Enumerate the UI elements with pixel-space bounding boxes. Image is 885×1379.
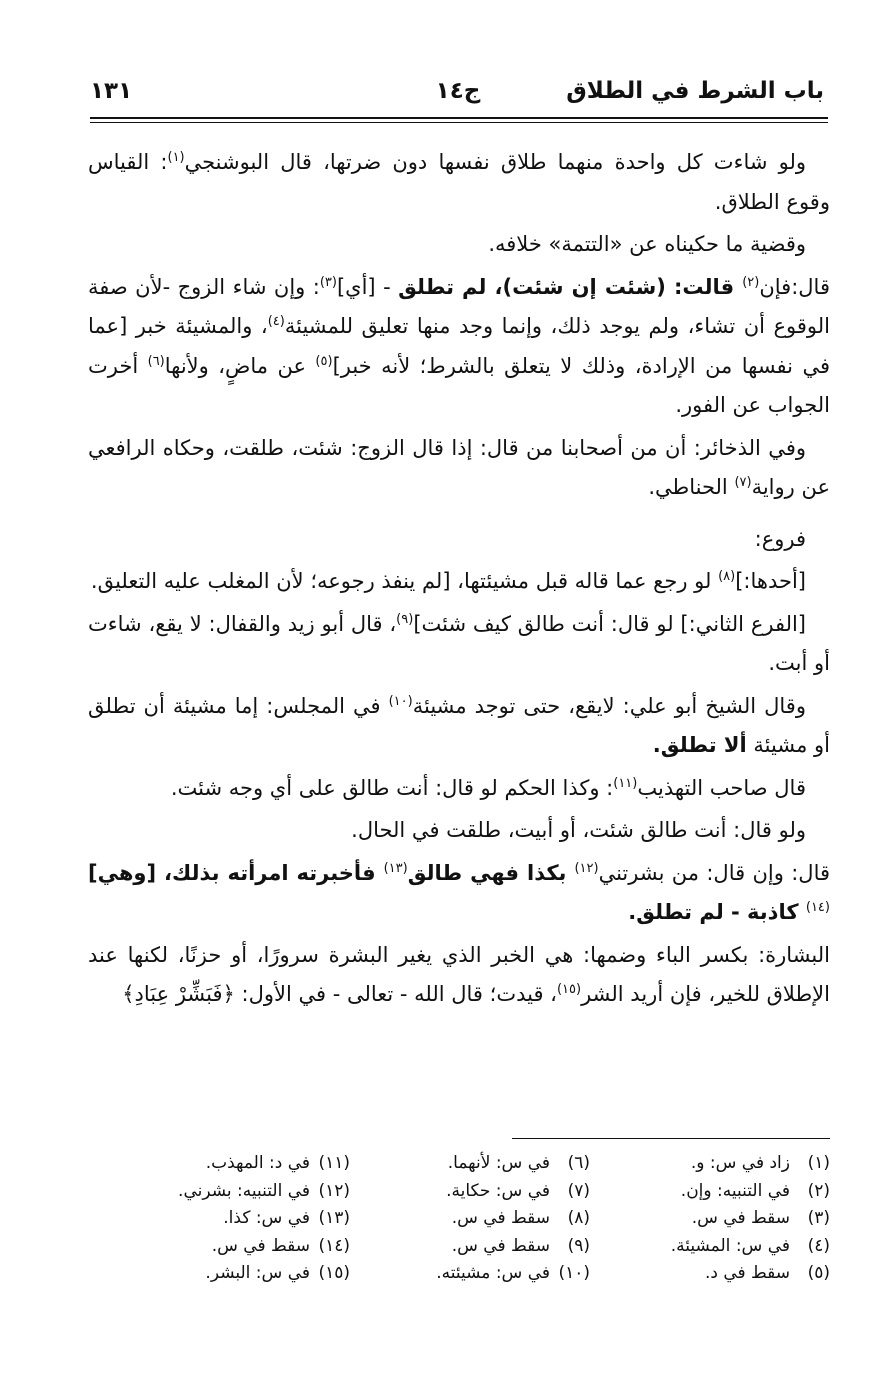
footnote-ref: (١٢) bbox=[574, 860, 599, 876]
header-rule-thin bbox=[90, 122, 828, 123]
paragraph: وفي الذخائر: أن من أصحابنا من قال: إذا قال الزوج: شئت، طلقت، وحكاه الرافعي عن رواية$^{(٧)}$ الحناطي. bbox=[88, 435, 830, 499]
footnote-column bbox=[360, 1150, 590, 1288]
page-number: ١٣١ bbox=[90, 78, 133, 104]
paragraph: [الفرع الثاني:] لو قال: أنت طالق كيف شئت]$^{(٩)}$، قال أبو زيد والقفال: لا يقع، شاءت أو أبت. bbox=[88, 611, 830, 675]
paragraph: قال:فإن$^{(٢)}$ قالت: (شئت إن شئت)، لم تطلق - [أي]$^{(٣)}$: وإن شاء الزوج -لأن صفة الوقوع أن تشاء، ولم يوجد ذلك، وإنما وجد منها تعليق للمشيئة$^{(٤)}$، والمشيئة خبر [عما في نفسها من الإرادة، وذلك لا يتعلق بالشرط؛ لأنه خبر]$^{(٥)}$ عن ماضٍ، ولأنها$^{(٦)}$ أخرت الجواب عن الفور. bbox=[88, 274, 830, 417]
footnote-item: (١٤)سقط في س. bbox=[211, 1235, 350, 1256]
paragraph: [أحدها:]$^{(٨)}$ لو رجع عما قاله قبل مشيئتها، [لم ينفذ رجوعه؛ لأن المغلب عليه التعليق. bbox=[90, 569, 806, 593]
footnote-item: (١٠)في س: مشيئته. bbox=[436, 1263, 590, 1283]
footnote-ref: (٢) bbox=[742, 274, 760, 290]
main-text bbox=[88, 143, 830, 1018]
footnote-column bbox=[600, 1150, 830, 1288]
footnote-item: (٣)سقط في س. bbox=[691, 1208, 830, 1228]
footnote-ref: (١٣) bbox=[383, 860, 408, 876]
paragraph: قال: وإن قال: من بشرتني$^{(١٢)}$ بكذا فهي طالق$^{(١٣)}$ فأخبرته امرأته بذلك، [وهي]$^{(١٤)}$ كاذبة - لم تطلق. bbox=[88, 860, 831, 924]
footnotes bbox=[130, 1150, 830, 1300]
footnote-item: (٧)في س: حكاية. bbox=[446, 1180, 590, 1201]
footnote-item: (٢)في التنبيه: وإن. bbox=[680, 1180, 830, 1201]
footnote-item: (٦)في س: لأنهما. bbox=[447, 1153, 590, 1173]
footnote-ref: (١١) bbox=[613, 775, 638, 791]
footnote-ref: (٥) bbox=[315, 353, 333, 369]
volume-label: ج١٤ bbox=[435, 78, 481, 104]
paragraph: وقال الشيخ أبو علي: لايقع، حتى توجد مشيئة$^{(١٠)}$ في المجلس: إما مشيئة أن تطلق أو مشيئة ألا تطلق. bbox=[88, 693, 830, 757]
chapter-title: باب الشرط في الطلاق bbox=[566, 78, 824, 104]
paragraph: ولو شاءت كل واحدة منهما طلاق نفسها دون ضرتها، قال البوشنجي$^{(١)}$: القياس وقوع الطلاق. bbox=[88, 150, 830, 214]
footnote-item: (٤)في س: المشيئة. bbox=[670, 1235, 830, 1256]
paragraph: وقضية ما حكيناه عن «التتمة» خلافه. bbox=[488, 232, 806, 256]
section-heading: فروع: bbox=[754, 526, 806, 551]
footnote-column bbox=[120, 1150, 350, 1288]
footnote-ref: (٣) bbox=[319, 274, 337, 290]
footnote-item: (١٢)في التنبيه: بشرني. bbox=[178, 1180, 350, 1201]
paragraph: ولو قال: أنت طالق شئت، أو أبيت، طلقت في الحال. bbox=[351, 818, 806, 842]
footnote-ref: (١٥) bbox=[556, 982, 582, 997]
footnote-item: (٨)سقط في س. bbox=[451, 1208, 590, 1228]
header-rule bbox=[90, 117, 828, 119]
footnote-item: (٥)سقط في د. bbox=[704, 1263, 830, 1283]
footnote-item: (١٣)في س: كذا. bbox=[223, 1208, 350, 1228]
footnote-separator bbox=[512, 1138, 830, 1139]
footnote-ref: (١) bbox=[167, 150, 185, 165]
footnote-ref: (١٤) bbox=[805, 900, 830, 915]
footnote-ref: (٦) bbox=[147, 353, 165, 369]
running-header bbox=[88, 78, 828, 118]
footnote-item: (١٥)في س: البشر. bbox=[205, 1263, 350, 1283]
footnote-ref: (١٠) bbox=[388, 693, 413, 709]
paragraph: قال صاحب التهذيب$^{(١١)}$: وكذا الحكم لو قال: أنت طالق على أي وجه شئت. bbox=[170, 775, 806, 800]
footnote-item: (١)زاد في س: و. bbox=[690, 1153, 830, 1173]
footnote-ref: (٤) bbox=[267, 314, 285, 329]
footnote-ref: (٧) bbox=[734, 475, 752, 490]
footnote-item: (٩)سقط في س. bbox=[451, 1235, 590, 1256]
footnote-ref: (٩) bbox=[396, 611, 414, 627]
footnote-ref: (٨) bbox=[718, 569, 736, 584]
paragraph: البشارة: بكسر الباء وضمها: هي الخبر الذي يغير البشرة سرورًا، أو حزنًا، لكنها عند الإطلاق للخير، فإن أريد الشر$^{(١٥)}$، قيدت؛ قال الله - تعالى - في الأول: ﴿فَبَشِّرْ عِبَادِ﴾ bbox=[88, 942, 830, 1006]
footnote-item: (١١)في د: المهذب. bbox=[205, 1153, 350, 1173]
